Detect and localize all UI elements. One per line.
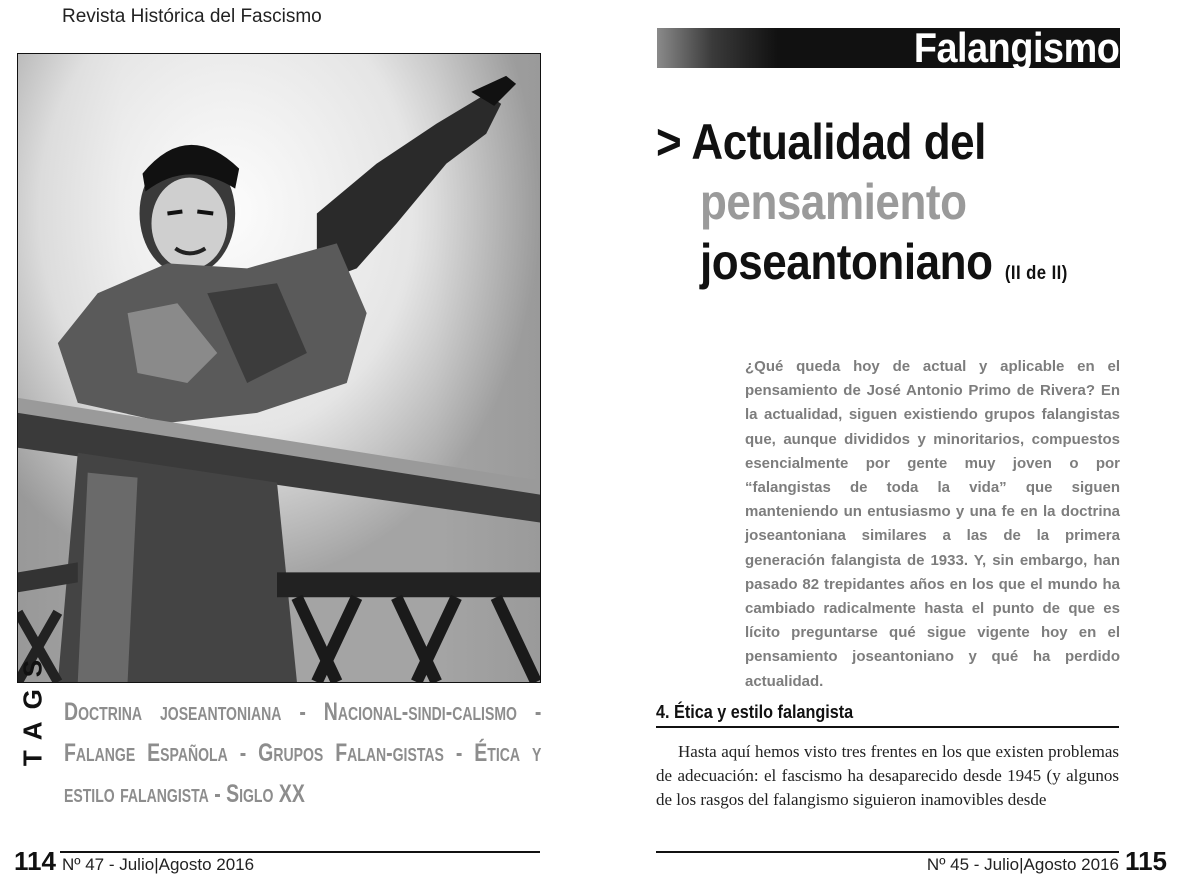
section-title: Falangismo <box>913 24 1119 71</box>
subheading-rule <box>656 726 1119 728</box>
issue-info-left: Nº 47 - Julio|Agosto 2016 <box>62 855 255 874</box>
lead-paragraph: ¿Qué queda hoy de actual y aplicable en el pensamiento de José Antonio Primo de Rivera? En la actualidad, siguen existiendo grupos falangistas que, aunque divididos y minoritarios, compuestos esencialmente por gente muy joven o por “falangistas de toda la vida” que siguen manteniendo un entusiasmo y una fe en la doctrina joseantoniana similares a las de la primera generación falangista de 1933. Y, sin embargo, han pasado 82 trepidantes años en los que el mundo ha cambiado radicalmente hasta el punto de que es lícito preguntarse qué sigue vigente hoy en el pensamiento joseantoniano y qué ha perdido actualidad. <box>745 358 1120 690</box>
headline-line-3 <box>656 232 1068 304</box>
tags-list: Doctrina joseantoniana - Nacional-sindi-calismo - Falange Española - Grupos Falan-gistas - Ética y estilo falangista - Siglo XX <box>64 698 542 808</box>
article-headline <box>656 112 1068 304</box>
photograph <box>17 53 541 683</box>
headline-part-indicator: (II de II) <box>1004 263 1068 284</box>
footer-rule-left <box>60 851 540 853</box>
photo-illustration <box>18 54 540 682</box>
page-number-right: 115 <box>1125 846 1167 876</box>
running-head: Revista Histórica del Fascismo <box>62 6 322 27</box>
page-number-left: 114 <box>14 846 56 876</box>
headline-line-1: > Actualidad del <box>656 114 986 170</box>
tags-label: TAGS <box>17 647 48 767</box>
issue-info-right: Nº 45 - Julio|Agosto 2016 <box>926 855 1119 874</box>
footer-rule-right <box>656 851 1119 853</box>
body-paragraph: Hasta aquí hemos visto tres frentes en los que existen problemas de adecuación: el fascismo ha desaparecido desde 1945 (y algunos de los rasgos del falangismo siguieron inamovibles desde <box>656 742 1119 809</box>
headline-line-2: pensamiento <box>700 174 967 230</box>
headline-line-3-text: joseantoniano <box>700 234 993 290</box>
section-subheading: 4. Ética y estilo falangista <box>656 702 854 722</box>
